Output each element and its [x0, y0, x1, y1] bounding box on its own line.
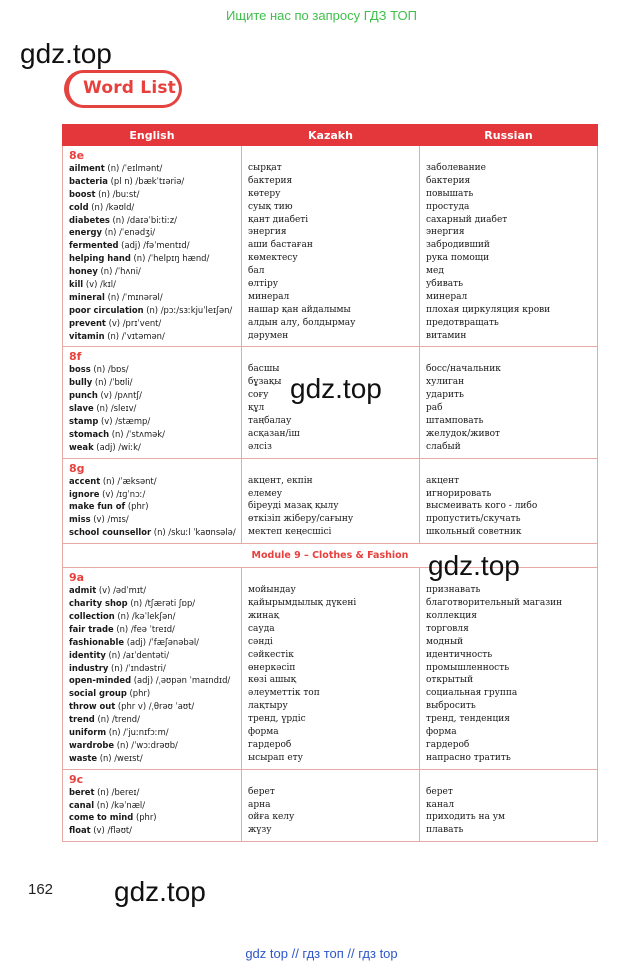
- russian-translation: заболевание: [426, 163, 486, 173]
- pos-and-pronunciation: (v) /ədˈmɪt/: [96, 585, 147, 596]
- english-entry: [69, 674, 241, 687]
- headword: wardrobe: [69, 739, 115, 750]
- russian-translation: простуда: [426, 201, 470, 212]
- russian-translation: благотворительный магазин: [426, 598, 563, 609]
- kazakh-translation: энергия: [248, 227, 287, 238]
- pos-and-pronunciation: (n) /daɪəˈbiːtiːz/: [109, 214, 177, 225]
- russian-translation: плавать: [426, 825, 464, 836]
- russian-translation: ударить: [426, 390, 464, 401]
- headword: waste: [69, 752, 98, 763]
- kazakh-translation: көзі ашық: [248, 675, 297, 686]
- english-entry: [69, 713, 241, 726]
- pos-and-pronunciation: (n) /feə ˈtreɪd/: [113, 623, 175, 634]
- russian-translation: минерал: [426, 291, 468, 302]
- kazakh-translation: нашар қан айдалымы: [248, 304, 351, 315]
- english-entry: [69, 752, 241, 765]
- pos-and-pronunciation: (n) /bereɪ/: [94, 786, 140, 797]
- pos-and-pronunciation: (phr): [133, 812, 157, 823]
- headword: admit: [69, 585, 97, 596]
- russian-translation: идентичность: [426, 649, 493, 660]
- english-entry: [69, 700, 241, 713]
- kazakh-translation: өлтіру: [248, 279, 279, 290]
- word-list-heading: [64, 70, 182, 108]
- pos-and-pronunciation: (n) /ˈbʊli/: [92, 377, 133, 388]
- russian-translation: штамповать: [426, 416, 484, 427]
- english-entry: [69, 649, 241, 662]
- kazakh-cell: [242, 769, 420, 842]
- headword: miss: [69, 514, 91, 525]
- sections-part-1: [63, 146, 598, 544]
- headword: come to mind: [69, 812, 134, 823]
- english-entry: [69, 488, 241, 501]
- russian-translation: витамин: [426, 330, 467, 341]
- english-cell: [63, 347, 242, 458]
- headword: canal: [69, 799, 95, 810]
- kazakh-translation: көмектесу: [248, 253, 298, 264]
- headword: helping hand: [69, 253, 131, 264]
- headword: slave: [69, 403, 94, 414]
- headword: throw out: [69, 701, 116, 712]
- section-spacer: [426, 773, 597, 786]
- headword: weak: [69, 441, 94, 452]
- russian-translation: канал: [426, 799, 455, 810]
- russian-translation: выбросить: [426, 701, 476, 712]
- english-entry: [69, 214, 241, 227]
- english-cell: [63, 769, 242, 842]
- module-title: Module 9 – Clothes & Fashion: [63, 544, 598, 568]
- kazakh-translation: әлеуметтік топ: [248, 688, 320, 699]
- russian-translation: босс/начальник: [426, 364, 501, 375]
- russian-translation: признавать: [426, 585, 481, 596]
- kazakh-translation: ысырап ету: [248, 752, 303, 763]
- english-entry: [69, 304, 241, 317]
- kazakh-translation: сырқат: [248, 163, 282, 173]
- russian-translation: промышленность: [426, 662, 510, 673]
- english-entry: [69, 188, 241, 201]
- pos-and-pronunciation: (v) /kɪl/: [83, 279, 116, 290]
- kazakh-translation: бал: [248, 266, 265, 277]
- headword: cold: [69, 201, 89, 212]
- english-entry: [69, 441, 241, 454]
- section-label: 8e: [69, 149, 85, 162]
- headword: identity: [69, 649, 106, 660]
- headword: honey: [69, 266, 98, 277]
- russian-translation: высмеивать кого - либо: [426, 501, 538, 512]
- russian-cell: [420, 769, 598, 842]
- kazakh-translation: қайырымдылық дүкені: [248, 598, 357, 609]
- russian-translation: повышать: [426, 188, 474, 199]
- section-row: [63, 769, 598, 842]
- english-cell: [63, 146, 242, 347]
- russian-translation: гардероб: [426, 739, 470, 750]
- russian-translation: форма: [426, 726, 457, 737]
- english-entry: [69, 265, 241, 278]
- english-entry: [69, 330, 241, 343]
- english-entry: [69, 402, 241, 415]
- page-number: 162: [28, 881, 54, 898]
- column-header-english: English: [63, 125, 242, 146]
- pos-and-pronunciation: (n) /weɪst/: [97, 752, 143, 763]
- english-entry: [69, 739, 241, 752]
- pos-and-pronunciation: (phr v) /ˌθrəʊ ˈaʊt/: [115, 701, 195, 712]
- sections-part-2: [63, 568, 598, 842]
- russian-translation: напрасно тратить: [426, 752, 511, 763]
- russian-cell: [420, 347, 598, 458]
- pos-and-pronunciation: (n) /buːst/: [95, 188, 140, 199]
- kazakh-translation: лақтыру: [248, 701, 288, 712]
- footer: gdz top // гдз топ // гдз top: [245, 946, 398, 961]
- kazakh-translation: сәйкестік: [248, 649, 294, 660]
- section-spacer: [248, 571, 419, 584]
- english-entry: [69, 239, 241, 252]
- english-entry: [69, 824, 241, 837]
- english-cell: [63, 458, 242, 543]
- kazakh-translation: басшы: [248, 364, 280, 375]
- headword: ignore: [69, 488, 100, 499]
- english-entry: [69, 610, 241, 623]
- headword: float: [69, 825, 91, 836]
- english-entry: [69, 687, 241, 700]
- kazakh-translation: сауда: [248, 623, 275, 634]
- kazakh-translation: құл: [248, 403, 265, 414]
- pos-and-pronunciation: (n) /ˈæksənt/: [100, 475, 157, 486]
- english-entry: [69, 597, 241, 610]
- section-spacer: [248, 462, 419, 475]
- watermark: gdz.top: [428, 550, 520, 581]
- pos-and-pronunciation: (adj) /ˈfæʃənəbəl/: [124, 636, 200, 647]
- pos-and-pronunciation: (n) /kəˈnæl/: [94, 799, 146, 810]
- section-spacer: [426, 350, 597, 363]
- watermark: gdz.top: [114, 876, 206, 907]
- headword: vitamin: [69, 330, 105, 341]
- russian-translation: торговля: [426, 623, 469, 634]
- english-entry: [69, 526, 241, 539]
- pos-and-pronunciation: (n) /aɪˈdentəti/: [105, 649, 170, 660]
- pos-and-pronunciation: (phr): [125, 501, 149, 512]
- pos-and-pronunciation: (v) /stæmp/: [98, 416, 151, 427]
- watermark: gdz.top: [290, 373, 382, 404]
- english-entry: [69, 376, 241, 389]
- kazakh-translation: өткізіп жіберу/сағыну: [248, 514, 354, 525]
- section-spacer: [426, 149, 597, 162]
- kazakh-translation: қант диабеті: [248, 214, 309, 225]
- pos-and-pronunciation: (n) /trend/: [94, 714, 140, 725]
- pos-and-pronunciation: (n) /ˈmɪnərəl/: [104, 291, 163, 302]
- section-label: 8g: [69, 461, 85, 475]
- headword: fermented: [69, 240, 119, 251]
- russian-cell: [420, 568, 598, 769]
- headword: bacteria: [69, 175, 108, 186]
- pos-and-pronunciation: (n) /pɔː/sɜːkjuˈleɪʃən/: [143, 304, 233, 315]
- pos-and-pronunciation: (n) /ˈhelpɪŋ hænd/: [130, 253, 210, 264]
- headword: fashionable: [69, 636, 125, 647]
- russian-translation: забродивший: [426, 240, 490, 251]
- russian-translation: пропустить/скучать: [426, 514, 521, 525]
- section-label: 9a: [69, 571, 85, 585]
- pos-and-pronunciation: (n) /skuːl ˈkaʊnsələ/: [151, 527, 236, 538]
- kazakh-translation: суық тию: [248, 201, 293, 212]
- kazakh-translation: берет: [248, 786, 275, 797]
- headword: bully: [69, 377, 93, 388]
- kazakh-translation: жүзу: [248, 825, 272, 836]
- section-row: [63, 568, 598, 769]
- headword: industry: [69, 662, 109, 673]
- kazakh-translation: жинақ: [248, 610, 280, 621]
- pos-and-pronunciation: (v) /prɪˈvent/: [105, 317, 162, 328]
- english-entry: [69, 811, 241, 824]
- russian-translation: акцент: [426, 475, 460, 486]
- kazakh-translation: аши бастаған: [248, 240, 313, 251]
- kazakh-translation: елемеу: [248, 488, 282, 499]
- english-entry: [69, 799, 241, 812]
- english-entry: [69, 726, 241, 739]
- kazakh-translation: соғу: [248, 390, 269, 401]
- russian-translation: бактерия: [426, 175, 471, 186]
- column-header-kazakh: Kazakh: [242, 125, 420, 146]
- kazakh-translation: таңбалау: [248, 416, 292, 427]
- top-banner: Ищите нас по запросу ГДЗ ТОП: [226, 8, 417, 23]
- pos-and-pronunciation: (n) /ˈstʌmək/: [109, 428, 165, 439]
- english-entry: [69, 513, 241, 526]
- headword: boost: [69, 188, 96, 199]
- kazakh-translation: мойындау: [248, 585, 296, 596]
- section-spacer: [248, 773, 419, 786]
- headword: trend: [69, 714, 95, 725]
- header-row: [63, 125, 598, 146]
- kazakh-translation: асқазан/іш: [248, 428, 300, 439]
- kazakh-translation: дәрумен: [248, 330, 289, 341]
- pos-and-pronunciation: (n) /ˈhʌni/: [97, 266, 141, 277]
- pos-and-pronunciation: (n) /ˈjuːnɪfɔːm/: [106, 726, 169, 737]
- pos-and-pronunciation: (adj) /ˌəʊpən ˈmaɪndɪd/: [131, 675, 231, 686]
- pos-and-pronunciation: (n) /kəˈlekʃən/: [114, 610, 176, 621]
- pos-and-pronunciation: (pl n) /bækˈtɪəriə/: [107, 175, 185, 186]
- section-label: 8f: [69, 350, 82, 364]
- english-cell: [63, 568, 242, 769]
- headword: collection: [69, 610, 115, 621]
- russian-cell: [420, 458, 598, 543]
- pos-and-pronunciation: (adj) /wiːk/: [93, 441, 141, 452]
- pos-and-pronunciation: (n) /kəʊld/: [88, 201, 135, 212]
- section-row: [63, 458, 598, 543]
- pos-and-pronunciation: (n) /ˈenədʒi/: [101, 227, 156, 238]
- english-entry: [69, 786, 241, 799]
- english-entry: [69, 252, 241, 265]
- kazakh-translation: мектеп кеңесшісі: [248, 527, 332, 538]
- russian-cell: [420, 146, 598, 347]
- section-spacer: [426, 462, 597, 475]
- headword: make fun of: [69, 501, 126, 512]
- pos-and-pronunciation: (n) /bɒs/: [90, 364, 129, 375]
- headword: stamp: [69, 416, 99, 427]
- headword: ailment: [69, 163, 105, 173]
- russian-translation: хулиган: [426, 377, 465, 388]
- section-spacer: [248, 350, 419, 363]
- russian-translation: открытый: [426, 675, 474, 686]
- kazakh-translation: әлсіз: [248, 441, 272, 452]
- english-entry: [69, 500, 241, 513]
- watermark: gdz.top: [20, 38, 112, 69]
- kazakh-translation: ойға келу: [248, 812, 295, 823]
- english-entry: [69, 415, 241, 428]
- english-entry: [69, 175, 241, 188]
- pos-and-pronunciation: (v) /pʌntʃ/: [97, 390, 142, 401]
- russian-translation: рука помощи: [426, 253, 490, 264]
- heading-text: Word List: [83, 78, 177, 98]
- english-entry: [69, 278, 241, 291]
- english-entry: [69, 317, 241, 330]
- headword: poor circulation: [69, 304, 144, 315]
- headword: kill: [69, 279, 84, 290]
- english-entry: [69, 291, 241, 304]
- kazakh-translation: сәнді: [248, 636, 273, 647]
- russian-translation: тренд, тенденция: [426, 714, 510, 725]
- russian-translation: предотвращать: [426, 317, 499, 328]
- english-entry: [69, 428, 241, 441]
- headword: stomach: [69, 428, 110, 439]
- russian-translation: игнорировать: [426, 488, 492, 499]
- kazakh-translation: гардероб: [248, 739, 292, 750]
- kazakh-translation: акцент, екпін: [248, 475, 313, 486]
- kazakh-cell: [242, 458, 420, 543]
- russian-translation: раб: [426, 403, 443, 414]
- kazakh-cell: [242, 568, 420, 769]
- english-entry: [69, 201, 241, 214]
- headword: punch: [69, 390, 98, 401]
- kazakh-translation: тренд, үрдіс: [248, 714, 306, 725]
- kazakh-translation: минерал: [248, 291, 290, 302]
- headword: beret: [69, 786, 95, 797]
- english-entry: [69, 475, 241, 488]
- russian-translation: приходить на ум: [426, 812, 506, 823]
- headword: prevent: [69, 317, 106, 328]
- russian-translation: плохая циркуляция крови: [426, 304, 551, 315]
- russian-translation: энергия: [426, 227, 465, 238]
- kazakh-translation: бұзақы: [248, 377, 282, 388]
- russian-translation: убивать: [426, 279, 464, 290]
- russian-translation: коллекция: [426, 610, 477, 621]
- kazakh-translation: өнеркәсіп: [248, 662, 296, 673]
- headword: diabetes: [69, 214, 110, 225]
- russian-translation: социальная группа: [426, 688, 518, 699]
- section-row: [63, 146, 598, 347]
- english-entry: [69, 162, 241, 175]
- kazakh-translation: көтеру: [248, 188, 281, 199]
- headword: fair trade: [69, 623, 114, 634]
- english-entry: [69, 636, 241, 649]
- english-entry: [69, 623, 241, 636]
- kazakh-translation: біреуді мазақ қылу: [248, 501, 339, 512]
- kazakh-cell: [242, 146, 420, 347]
- kazakh-translation: арна: [248, 799, 271, 810]
- pos-and-pronunciation: (n) /ˈwɔːdrəʊb/: [114, 739, 178, 750]
- russian-translation: сахарный диабет: [426, 214, 508, 225]
- section-label: 9c: [69, 772, 84, 786]
- headword: mineral: [69, 291, 105, 302]
- pos-and-pronunciation: (v) /ɪɡˈnɔː/: [99, 488, 146, 499]
- english-entry: [69, 363, 241, 376]
- english-entry: [69, 389, 241, 402]
- headword: school counsellor: [69, 527, 152, 538]
- kazakh-translation: форма: [248, 726, 279, 737]
- pos-and-pronunciation: (phr): [126, 688, 151, 699]
- russian-translation: мед: [426, 266, 444, 277]
- english-entry: [69, 662, 241, 675]
- english-entry: [69, 226, 241, 239]
- headword: accent: [69, 475, 101, 486]
- headword: charity shop: [69, 598, 128, 609]
- pos-and-pronunciation: (v) /fləʊt/: [90, 825, 132, 836]
- english-entry: [69, 584, 241, 597]
- pos-and-pronunciation: (n) /sleɪv/: [93, 403, 137, 414]
- pos-and-pronunciation: (v) /mɪs/: [90, 514, 129, 525]
- column-header-russian: Russian: [420, 125, 598, 146]
- headword: energy: [69, 227, 102, 238]
- russian-translation: слабый: [426, 441, 461, 452]
- pos-and-pronunciation: (n) /ˈvɪtəmən/: [104, 330, 165, 341]
- headword: open-minded: [69, 675, 132, 686]
- pos-and-pronunciation: (n) /ˈeɪlmənt/: [104, 163, 163, 173]
- pos-and-pronunciation: (adj) /fəˈmentɪd/: [118, 240, 190, 251]
- headword: uniform: [69, 726, 107, 737]
- pos-and-pronunciation: (n) /ˈɪndəstri/: [108, 662, 166, 673]
- russian-translation: берет: [426, 786, 453, 797]
- russian-translation: желудок/живот: [426, 428, 500, 439]
- kazakh-translation: бактерия: [248, 175, 293, 186]
- kazakh-translation: алдын алу, болдырмау: [248, 317, 356, 328]
- headword: social group: [69, 688, 127, 699]
- russian-translation: школьный советник: [426, 527, 522, 538]
- russian-translation: модный: [426, 636, 464, 647]
- headword: boss: [69, 364, 91, 375]
- section-spacer: [248, 149, 419, 162]
- word-list-table: [62, 124, 598, 842]
- pos-and-pronunciation: (n) /tʃærəti ʃɒp/: [127, 598, 196, 609]
